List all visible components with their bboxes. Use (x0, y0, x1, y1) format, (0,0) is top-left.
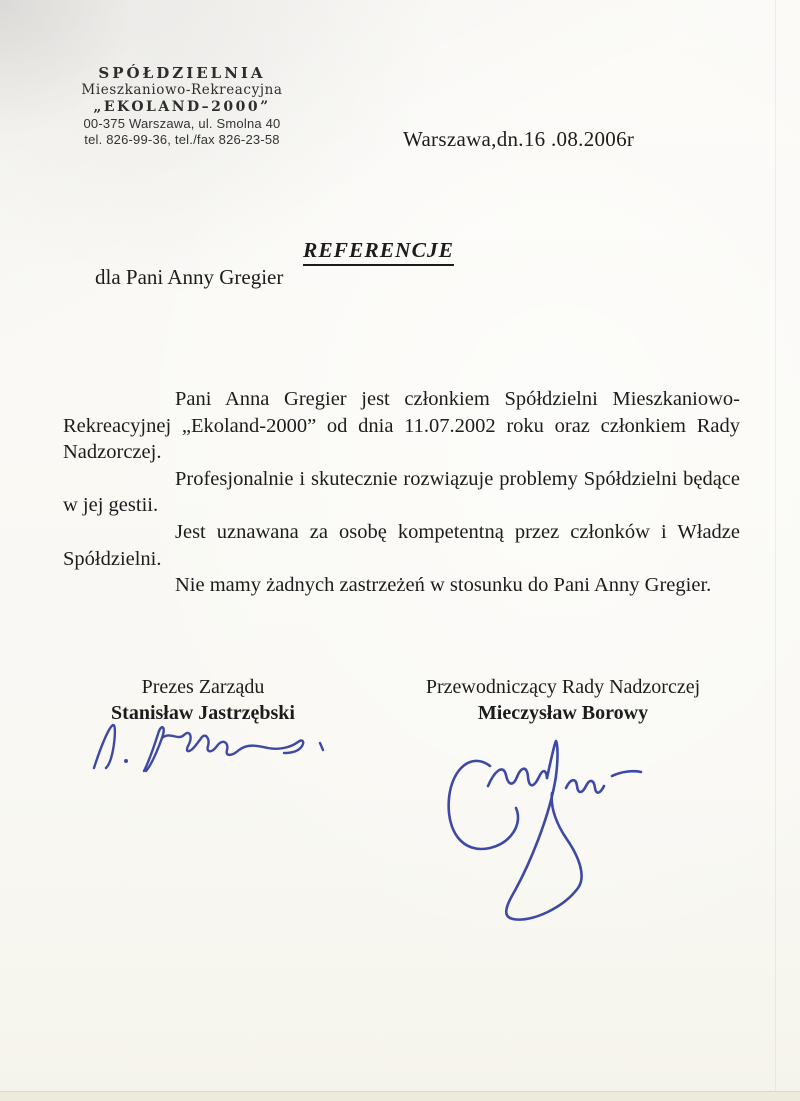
letterhead-brand: „EKOLAND–2000” (93, 98, 271, 115)
paper-edge-right (775, 0, 776, 1101)
signature-block-right (383, 676, 743, 725)
body-paragraph-2: Profesjonalnie i skutecznie rozwiązuje problemy Spółdzielni będące w jej gestii. (63, 467, 740, 517)
right-signer-name: Mieczysław Borowy (477, 702, 649, 724)
handwritten-signature-left (88, 716, 338, 780)
date-line: Warszawa,dn.16 .08.2006r (403, 127, 635, 151)
left-signer-role: Prezes Zarządu (141, 676, 265, 698)
letterhead-org-name: SPÓŁDZIELNIA (98, 64, 266, 82)
right-signer-role: Przewodniczący Rady Nadzorczej (425, 676, 701, 698)
scanner-edge-strip (0, 1091, 800, 1101)
letterhead-stamp (52, 64, 312, 148)
handwritten-signature-right (428, 736, 686, 924)
letter-body (63, 386, 740, 599)
letterhead-org-type: Mieszkaniowo-Rekreacyjna (81, 82, 283, 99)
body-paragraph-3: Jest uznawana za osobę kompetentną przez członków i Władze Spółdzielni. (63, 520, 740, 570)
salutation: dla Pani Anny Gregier (95, 265, 284, 289)
letterhead-phone: tel. 826-99-36, tel./fax 826-23-58 (84, 131, 280, 147)
letterhead-address: 00-375 Warszawa, ul. Smolna 40 (83, 115, 281, 131)
document-title: REFERENCJE (303, 238, 454, 266)
body-paragraph-4: Nie mamy żadnych zastrzeżeń w stosunku do Pani Anny Gregier. (175, 574, 712, 597)
body-paragraph-1: Pani Anna Gregier jest członkiem Spółdzielni Mieszkaniowo-Rekreacyjnej „Ekoland-2000” od dnia 11.07.2002 roku oraz członkiem Rady Nadzorczej. (63, 388, 740, 464)
left-signer-name: Stanisław Jastrzębski (111, 702, 295, 724)
